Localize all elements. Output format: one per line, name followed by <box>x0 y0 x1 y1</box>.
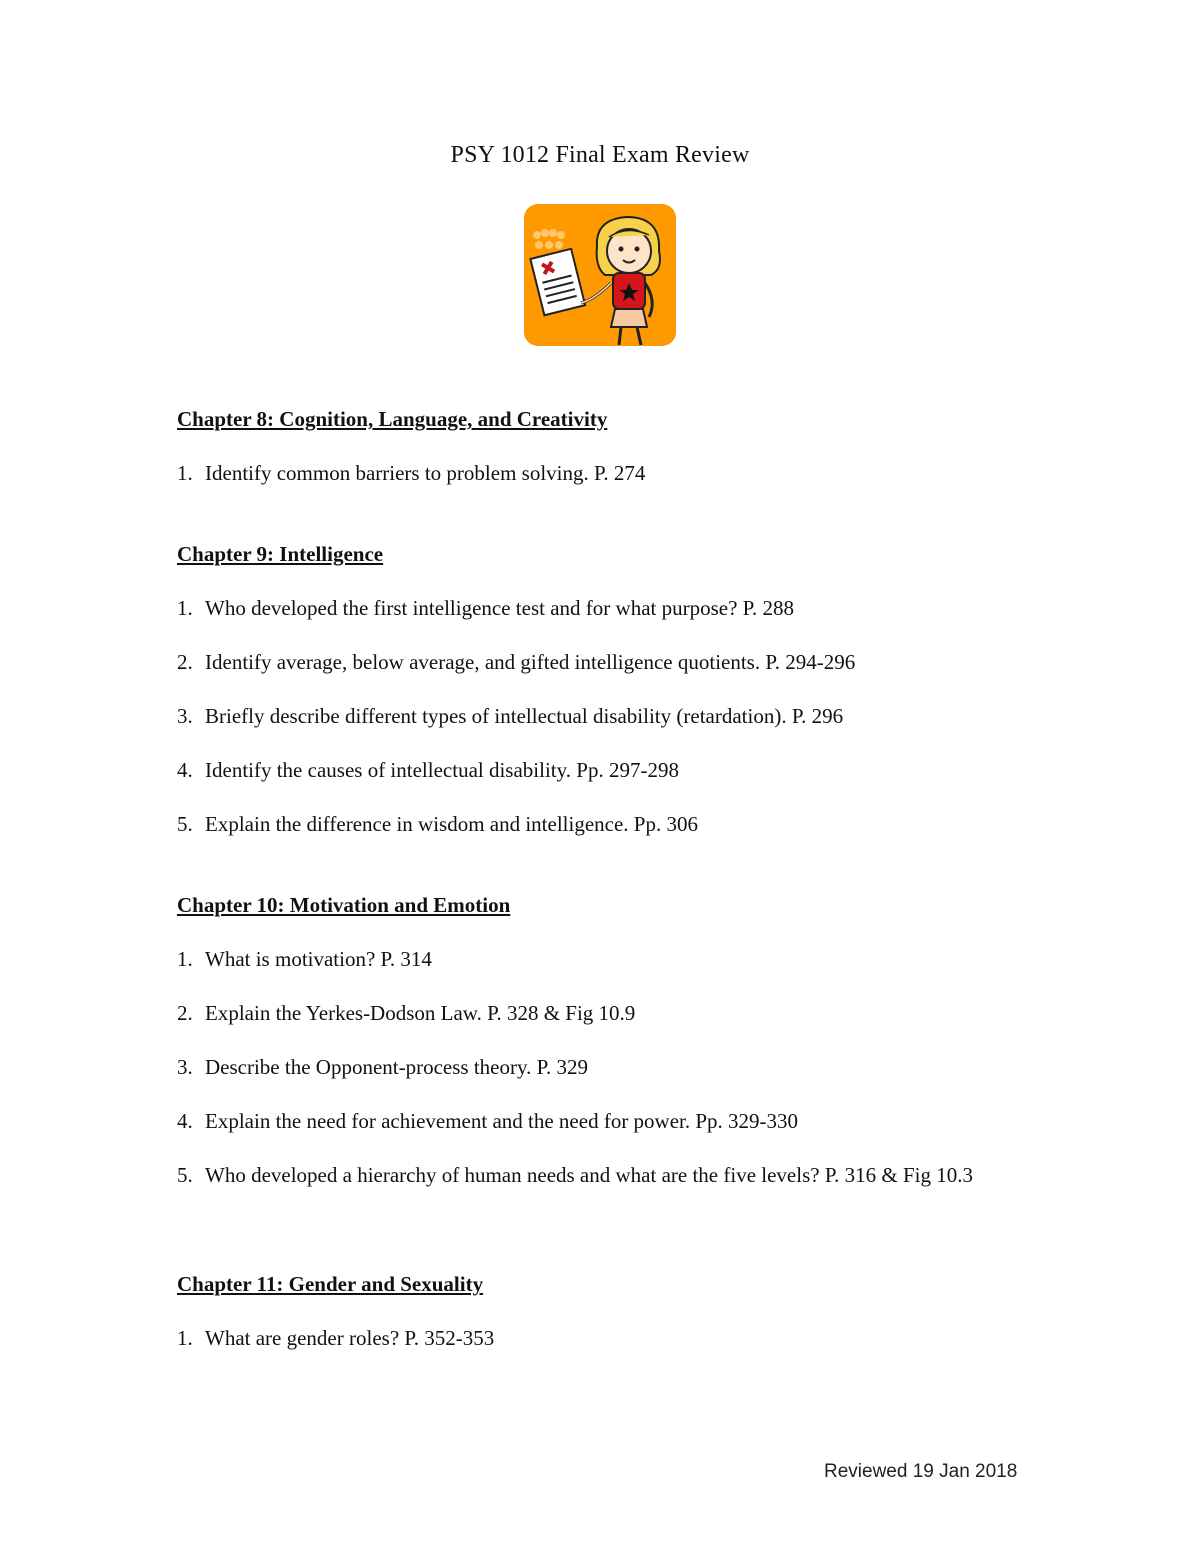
reviewed-date-footer: Reviewed 19 Jan 2018 <box>824 1461 1018 1482</box>
chapter-10-section <box>177 892 1037 1188</box>
list-item: 4. Explain the need for achievement and the need for power. Pp. 329-330 <box>177 1109 799 1133</box>
list-item: 3. Briefly describe different types of intellectual disability (retardation). P. 296 <box>177 704 844 728</box>
list-item: 1. Identify common barriers to problem solving. P. 274 <box>177 461 646 485</box>
list-item: 1. What is motivation? P. 314 <box>177 947 432 971</box>
student-with-graded-paper-icon <box>523 203 677 347</box>
list-item: 5. Explain the difference in wisdom and intelligence. Pp. 306 <box>177 812 698 836</box>
list-item: 2. Identify average, below average, and gifted intelligence quotients. P. 294-296 <box>177 650 856 674</box>
list-item: 1. Who developed the first intelligence test and for what purpose? P. 288 <box>177 596 795 620</box>
list-item: 3. Describe the Opponent-process theory. P. 329 <box>177 1055 588 1079</box>
page-title: PSY 1012 Final Exam Review <box>450 142 750 168</box>
list-item: 5. Who developed a hierarchy of human needs and what are the five levels? P. 316 & Fig 10.3 <box>177 1163 974 1187</box>
chapter-heading: Chapter 8: Cognition, Language, and Creativity <box>177 407 608 431</box>
chapter-11-section <box>177 1271 1037 1351</box>
list-item: 4. Identify the causes of intellectual disability. Pp. 297-298 <box>177 758 679 782</box>
chapter-heading: Chapter 9: Intelligence <box>177 542 384 566</box>
list-item: 2. Explain the Yerkes-Dodson Law. P. 328 & Fig 10.9 <box>177 1001 636 1025</box>
chapter-heading: Chapter 11: Gender and Sexuality <box>177 1272 484 1296</box>
list-item: 1. What are gender roles? P. 352-353 <box>177 1326 495 1350</box>
chapter-heading: Chapter 10: Motivation and Emotion <box>177 893 511 917</box>
chapter-8-section <box>177 406 1037 486</box>
chapter-9-section <box>177 541 1037 837</box>
